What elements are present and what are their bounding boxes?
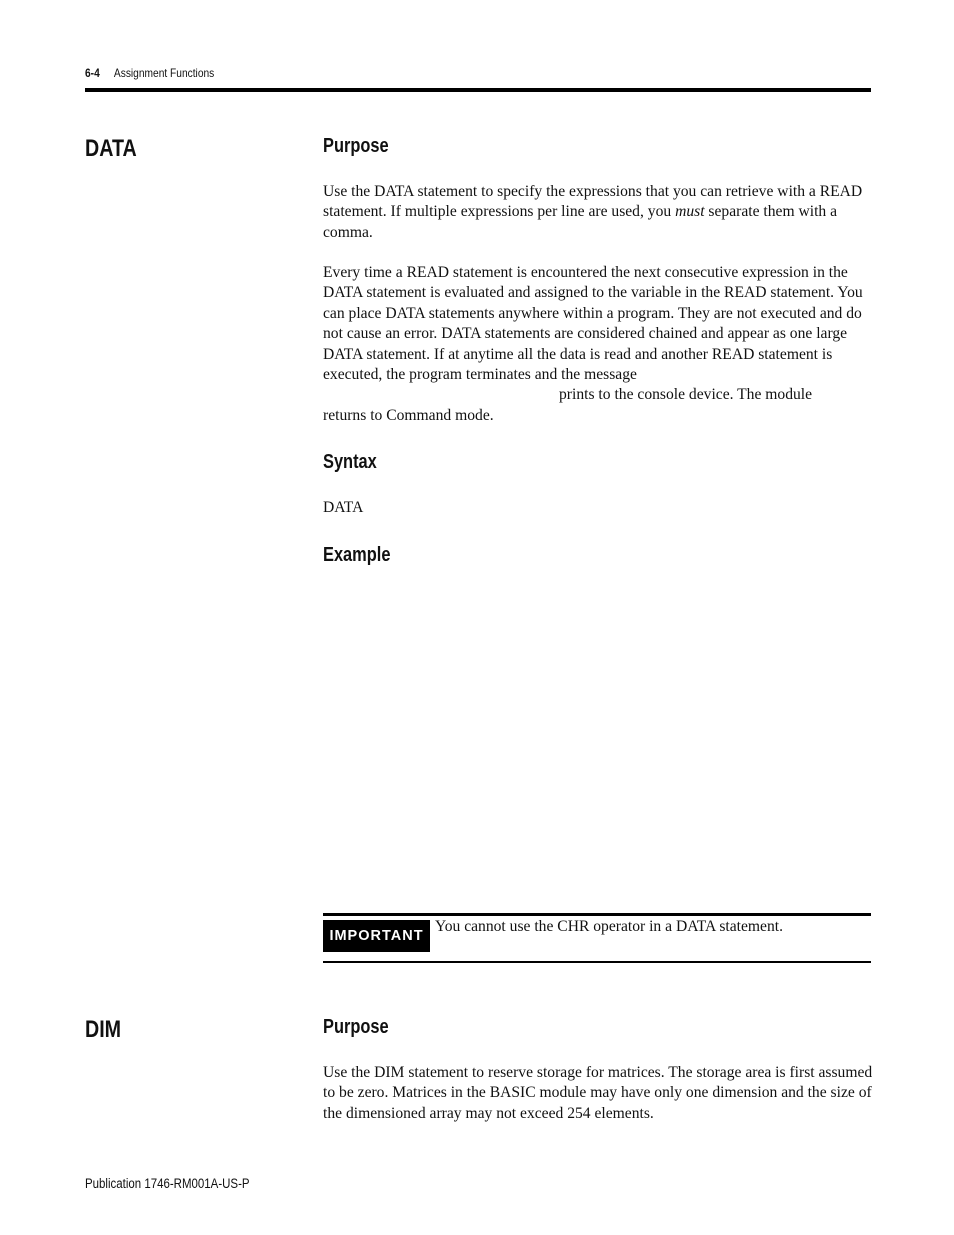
purpose-p1-emphasis: must	[675, 203, 705, 221]
dim-purpose-paragraph: Use the DIM statement to reserve storage for matrices. The storage area is first assumed to be zero. Matrices in the BASIC module may have only one dimension and the size of the dimensioned array may not exceed 254 elements.	[323, 1064, 873, 1122]
chapter-title: Assignment Functions	[113, 66, 215, 80]
header-rule	[85, 88, 871, 92]
purpose-paragraph-2	[323, 263, 875, 426]
page-number: 6-4	[85, 66, 100, 80]
dim-purpose-heading: Purpose	[323, 1016, 389, 1038]
purpose-p1-text-a: Use the DATA statement to specify the expressions that you can retrieve with a READ statement. If multiple expressions per line are used, you	[323, 183, 863, 221]
syntax-heading: Syntax	[323, 451, 377, 473]
running-header	[85, 66, 214, 80]
purpose-paragraph-1	[323, 182, 875, 243]
important-bottom-rule	[323, 961, 871, 963]
purpose-p2-line3: returns to Command mode.	[323, 406, 494, 424]
important-label: IMPORTANT	[323, 920, 430, 952]
purpose-p1-text-b: separate them with a comma.	[323, 203, 838, 241]
section-title-dim: DIM	[85, 1016, 122, 1043]
syntax-text: DATA	[323, 499, 364, 516]
footer-publication: Publication 1746-RM001A-US-P	[85, 1176, 250, 1191]
important-text: You cannot use the CHR operator in a DATA statement.	[435, 918, 783, 935]
purpose-p2-line2: prints to the console device. The module	[559, 386, 813, 404]
purpose-p2-line1: Every time a READ statement is encountered the next consecutive expression in the DATA statement is evaluated and assigned to the variable in the READ statement. You can place DATA statements anywhere within a program. They are not executed and do not cause an error. DATA statements are considered chained and appear as one large DATA statement. If at anytime all the data is read and another READ statement is executed, the program terminates and the message	[323, 264, 863, 384]
purpose-heading: Purpose	[323, 135, 389, 157]
example-heading: Example	[323, 544, 391, 566]
important-top-rule	[323, 913, 871, 916]
section-title-data: DATA	[85, 135, 137, 162]
